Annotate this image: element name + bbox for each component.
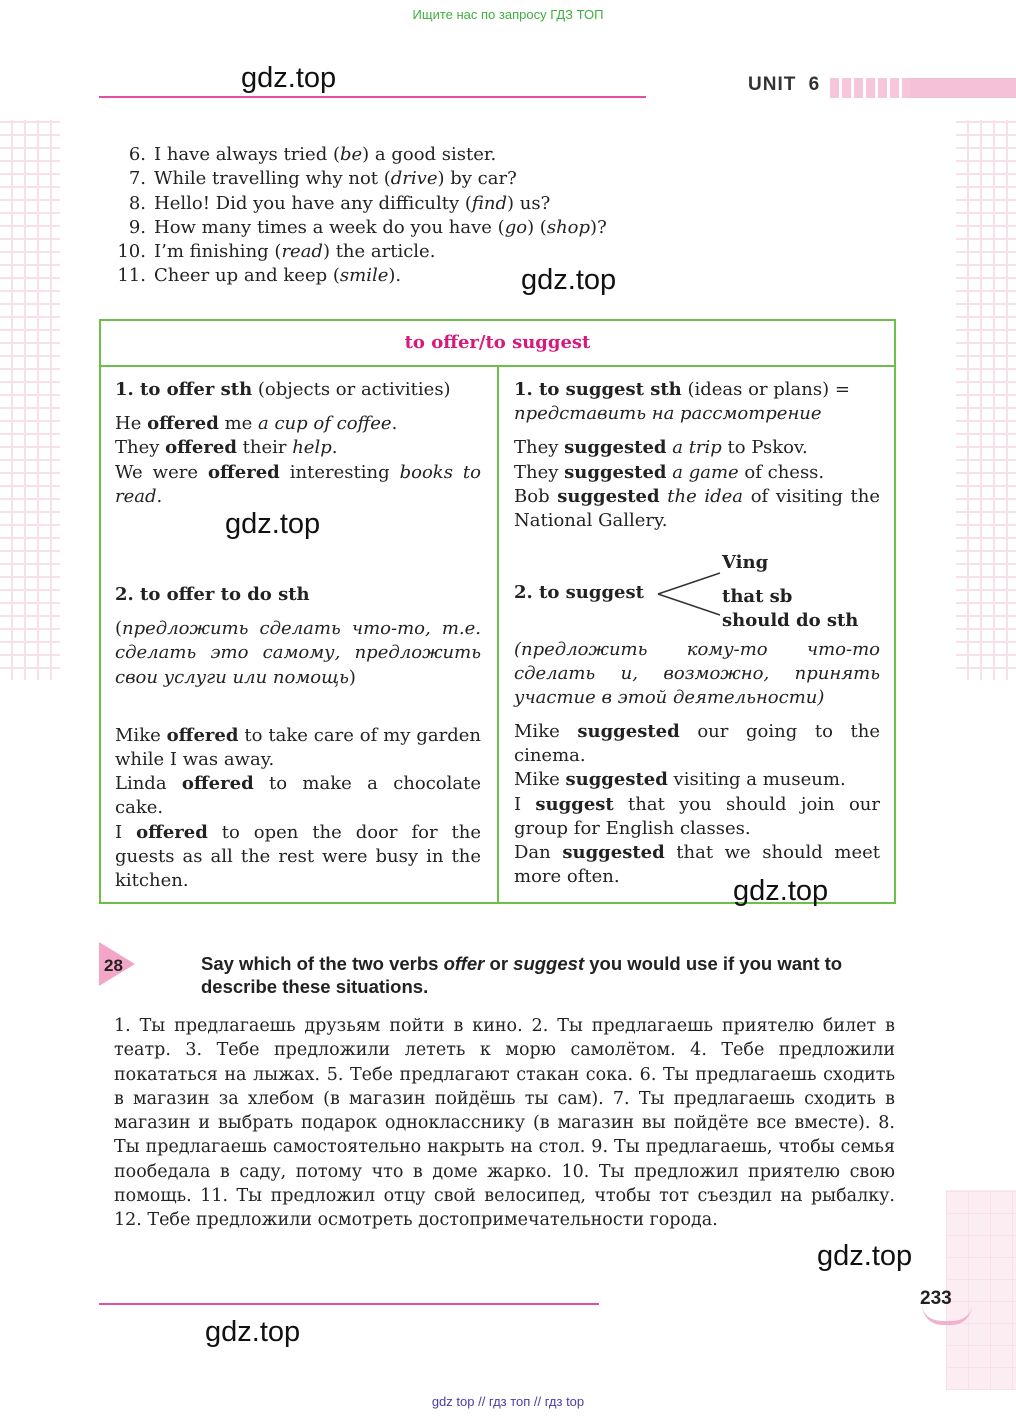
left-section-1	[115, 378, 481, 509]
exercise-item	[112, 216, 712, 240]
example-sentence	[115, 724, 481, 772]
italic-term: suggest	[513, 953, 585, 974]
text-run: Cheer up and keep (	[154, 265, 340, 287]
exercise-item	[112, 264, 712, 288]
text-run: .	[331, 437, 338, 459]
watermark: gdz.top	[205, 1316, 301, 1348]
example-sentence	[514, 485, 880, 533]
item-number: 8.	[128, 192, 146, 214]
text-run: that you should join our group for English classes.	[514, 793, 880, 839]
item-number: 7.	[128, 168, 146, 190]
text-run: They	[514, 461, 565, 483]
grammar-box	[99, 319, 896, 904]
exercise-item	[112, 167, 712, 191]
text-run: to make a chocolate cake.	[115, 773, 481, 819]
example-sentence	[115, 412, 481, 436]
text-run: )?	[590, 216, 607, 238]
italic-term: read	[281, 241, 323, 263]
bold-term: offered	[165, 437, 237, 459]
right-section-2	[514, 551, 881, 888]
footer-rule	[99, 1303, 599, 1305]
bold-term: offered	[208, 461, 280, 483]
italic-term: smile	[339, 265, 389, 287]
italic-term: find	[471, 192, 508, 214]
italic-term: books to read	[115, 461, 481, 507]
text-run: We were	[115, 461, 208, 483]
text-run: I	[514, 793, 536, 815]
bold-term: offered	[181, 773, 254, 795]
italic-term: shop	[546, 216, 591, 238]
exercise-item	[112, 240, 712, 264]
italic-term: go	[504, 216, 528, 238]
text-run: to open the door for the guests as all the rest were busy in the kitchen.	[115, 821, 481, 892]
text-run: ) the article.	[322, 241, 436, 263]
bold-term: offered	[136, 821, 208, 843]
text-run: Mike	[514, 721, 578, 742]
text-run: our going to the cinema.	[514, 721, 881, 767]
offer-heading-1: 1. to offer sth (objects or activities)	[115, 379, 451, 400]
italic-term: be	[339, 144, 363, 165]
corner-grid-decoration	[946, 1190, 1016, 1390]
suggest-heading-1: 1. to suggest sth (ideas or plans) =	[514, 379, 850, 400]
bold-term: suggested	[564, 461, 667, 483]
top-note: Ищите нас по запросу ГДЗ ТОП	[412, 7, 604, 22]
example-sentence	[514, 720, 880, 768]
right-section-1	[514, 378, 880, 533]
item-number: 6.	[128, 144, 146, 165]
suggest-gloss-2: (предложить кому-то что-то сделать и, возможно, принять участие в этой деятельности)	[514, 639, 880, 709]
text-run: to Pskov.	[721, 437, 808, 459]
suggest-gloss-1: представить на рассмотрение	[514, 403, 822, 425]
example-sentence	[115, 461, 481, 509]
text-run: I’m finishing (	[154, 241, 282, 263]
box-title: to offer/to suggest	[101, 321, 894, 367]
bold-term: offered	[166, 724, 239, 746]
text-run: ) a good sister.	[362, 144, 497, 165]
branch-should-do: should do sth	[722, 610, 859, 631]
bold-term: suggested	[557, 485, 660, 507]
italic-term: a trip	[672, 437, 722, 459]
bold-term: suggested	[564, 437, 667, 459]
text-run: to take care of my garden while I was away.	[115, 724, 481, 771]
left-margin-pattern	[0, 120, 60, 680]
offer-heading-2: 2. to offer to do sth	[115, 584, 310, 605]
text-run: me	[218, 413, 259, 435]
text-run: Mike	[115, 724, 167, 746]
right-margin-pattern	[956, 120, 1016, 680]
unit-label	[748, 74, 820, 96]
example-sentence	[514, 436, 880, 460]
text-run: you would use if you want to describe these situations.	[201, 953, 843, 997]
italic-term: a cup of coffee	[258, 413, 392, 435]
watermark: gdz.top	[225, 508, 321, 540]
text-run: Say which of the two verbs	[201, 953, 444, 974]
watermark: gdz.top	[241, 62, 337, 94]
italic-term: drive	[390, 168, 438, 190]
example-sentence	[115, 436, 481, 460]
example-sentence	[514, 793, 880, 841]
bold-term: suggested	[562, 842, 665, 864]
unit-word: UNIT	[748, 74, 797, 95]
text-run: ) by car?	[437, 168, 517, 190]
text-run: or	[484, 953, 514, 974]
text-run: .	[391, 413, 398, 435]
text-run: Mike	[514, 769, 566, 791]
text-run: Hello! Did you have any difficulty (	[154, 192, 472, 214]
example-sentence	[514, 768, 880, 792]
exercise-item	[112, 143, 712, 167]
bottom-note: gdz top // гдз топ // гдз top	[431, 1394, 585, 1409]
watermark: gdz.top	[817, 1240, 913, 1272]
bold-term: offered	[147, 413, 219, 435]
unit-number: 6	[808, 74, 821, 95]
example-sentence	[115, 821, 481, 894]
italic-term: a game	[672, 461, 739, 483]
bold-term: suggest	[535, 793, 614, 815]
bold-term: suggested	[565, 769, 668, 791]
box-divider	[497, 367, 499, 902]
text-run: Linda	[115, 773, 182, 795]
watermark: gdz.top	[733, 875, 829, 907]
branch-ving: Ving	[722, 552, 769, 573]
text-run: visiting a museum.	[667, 769, 846, 791]
header-rule	[99, 96, 646, 98]
text-run: of visiting the National Gallery.	[514, 485, 880, 532]
unit-band	[910, 78, 1016, 98]
exercise-number: 28	[104, 956, 123, 975]
text-run: ).	[388, 265, 402, 287]
exercise-list	[112, 143, 712, 289]
task-instruction	[201, 952, 895, 998]
item-number: 10.	[117, 241, 146, 263]
text-run: While travelling why not (	[154, 168, 391, 190]
left-section-2	[115, 583, 481, 893]
offer-examples-1	[115, 412, 481, 509]
exercise-item	[112, 192, 712, 216]
text-run: I	[115, 821, 137, 843]
text-run: .	[156, 485, 163, 507]
bold-term: suggested	[577, 721, 680, 742]
italic-term: offer	[443, 953, 485, 974]
text-run: that we should meet more often.	[514, 842, 880, 888]
item-number: 11.	[117, 265, 146, 287]
italic-term: help	[292, 437, 332, 459]
page-number: 233	[920, 1288, 952, 1309]
example-sentence	[115, 772, 481, 820]
text-run: I have always tried (	[154, 144, 340, 165]
text-run: They	[514, 437, 565, 459]
task-text: 1. Ты предлагаешь друзьям пойти в кино. 2. Ты предлагаешь приятелю билет в театр. 3. Тебе предложили лететь к морю самолётом. 4. Тебе предложили покататься на лыжах. 5. Тебе предлагают стакан сока. 6. Ты предлагаешь сходить в магазин за хлебом (в магазин пойдёшь ты сам). 7. Ты предлагаешь сходить в магазин и выбрать подарок однокласснику (в магазин вы пойдёте все вместе). 8. Ты предлагаешь самостоятельно накрыть на стол. 9. Ты предлагаешь, чтобы семья пообедала в саду, потому что в доме жарко. 10. Ты предложил приятелю свою помощь. 11. Ты предложил отцу свой велосипед, чтобы тот съездил на рыбалку. 12. Тебе предложили осмотреть достопримечательности города.	[114, 1016, 895, 1231]
exercise-number-badge	[99, 942, 135, 986]
text-run: He	[115, 413, 148, 435]
text-run: interesting	[279, 461, 400, 483]
text-run: ) us?	[507, 192, 551, 214]
suggest-examples-2	[514, 720, 880, 889]
offer-examples-2	[115, 724, 481, 893]
text-run: They	[115, 437, 166, 459]
item-number: 9.	[128, 216, 146, 238]
branch-that-sb: that sb	[722, 586, 793, 607]
offer-gloss-2: (предложить сделать что-то, т.е. сделать это самому, предложить свои услуги или помощь)	[115, 618, 481, 688]
text-run: Dan	[514, 842, 563, 864]
suggest-heading-2: 2. to suggest	[514, 582, 644, 603]
text-run: their	[236, 437, 293, 459]
text-run: Bob	[514, 485, 558, 507]
text-run: ) (	[527, 216, 547, 238]
text-run: of chess.	[738, 461, 825, 483]
example-sentence	[514, 461, 880, 485]
text-run: How many times a week do you have (	[154, 216, 505, 238]
watermark: gdz.top	[521, 264, 617, 296]
italic-term: the idea	[667, 485, 744, 507]
suggest-examples-1	[514, 436, 880, 533]
